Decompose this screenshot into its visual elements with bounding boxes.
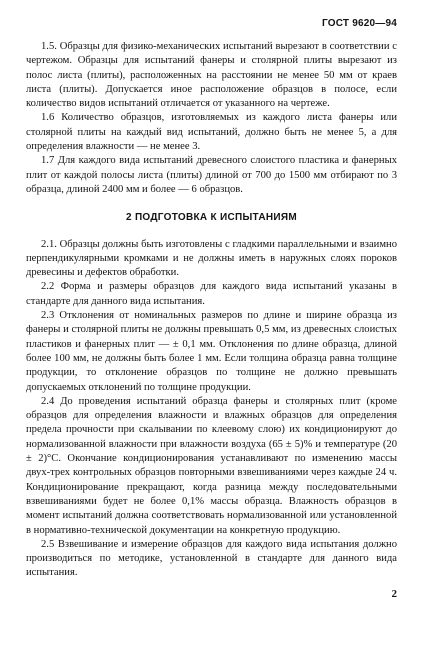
paragraph-2-1: 2.1. Образцы должны быть изготовлены с гладкими параллельными и взаимно перпендикулярными кромками и не должны иметь в наружных слоях пороков древесины и дефектов обработки. bbox=[26, 238, 397, 279]
paragraph-2-4: 2.4 До проведения испытаний образца фанеры и столярных плит (кроме образцов для определения влажности и влажных образцов для определения предела прочности при скалывании по клеевому слою) их кондиционируют до нормализованной влажности при влажности воздуха (65 ± 5)% и температуре (20 ± 2)°C. Окончание кондиционирования устанавливают по изменению массы двух-трех контрольных образцов повторными взвешиваниями через каждые 24 ч. Кондиционирование прекращают, когда разница между последовательными взвешиваниями будет не более 0,1% массы образца. Влажность образцов в момент испытаний должна соответствовать нормализованной или установленной в нормативно-технической документации на конкретную продукцию. bbox=[26, 395, 397, 536]
standard-header: ГОСТ 9620—94 bbox=[322, 18, 397, 29]
paragraph-2-2: 2.2 Форма и размеры образцов для каждого вида испытаний указаны в стандарте для данного вида испытания. bbox=[26, 281, 397, 307]
section-title: 2 ПОДГОТОВКА К ИСПЫТАНИЯМ bbox=[126, 212, 297, 224]
section-gap bbox=[26, 197, 397, 211]
page-number: 2 bbox=[391, 588, 397, 600]
paragraph-1-6: 1.6 Количество образцов, изготовляемых из каждого листа фанеры или столярной плиты на каждый вид испытаний, должно быть не менее 5, а для определения влажности — не менее 3. bbox=[26, 112, 397, 153]
paragraph-1-7: 1.7 Для каждого вида испытаний древесного слоистого пластика и фанерных плит от каждой полосы листа (плиты) длиной от 700 до 1500 мм отбирают по 3 образца, длиной 2400 мм и более — 6 образцов. bbox=[26, 155, 397, 195]
page-content bbox=[26, 40, 397, 581]
paragraph-1-5: 1.5. Образцы для физико-механических испытаний вырезают в соответствии с чертежом. Образцы для испытаний фанеры и столярной плиты вырезают из полос листа (плиты), расположенных на расстоянии не менее 50 мм от краев листа (плиты). Допускается иное расположение образцов в полосе, если количество видов испытаний отличается от указанного на чертеже. bbox=[26, 41, 397, 110]
paragraph-2-3: 2.3 Отклонения от номинальных размеров по длине и ширине образца из фанеры и столярной плиты не должны превышать 0,5 мм, из древесных слоистых пластиков и фанерных плит — ± 0,1 мм. Отклонения по длине образца, длиной более 100 мм, не должны быть более 1 мм. Если толщина образца равна толщине продукции, то отклонение образцов по толщине не должно превышать допускаемых отклонений по толщине продукции. bbox=[26, 310, 397, 393]
paragraph-2-5: 2.5 Взвешивание и измерение образцов для каждого вида испытания должно производиться по методике, установленной в стандарте для данного вида испытания. bbox=[26, 538, 397, 579]
